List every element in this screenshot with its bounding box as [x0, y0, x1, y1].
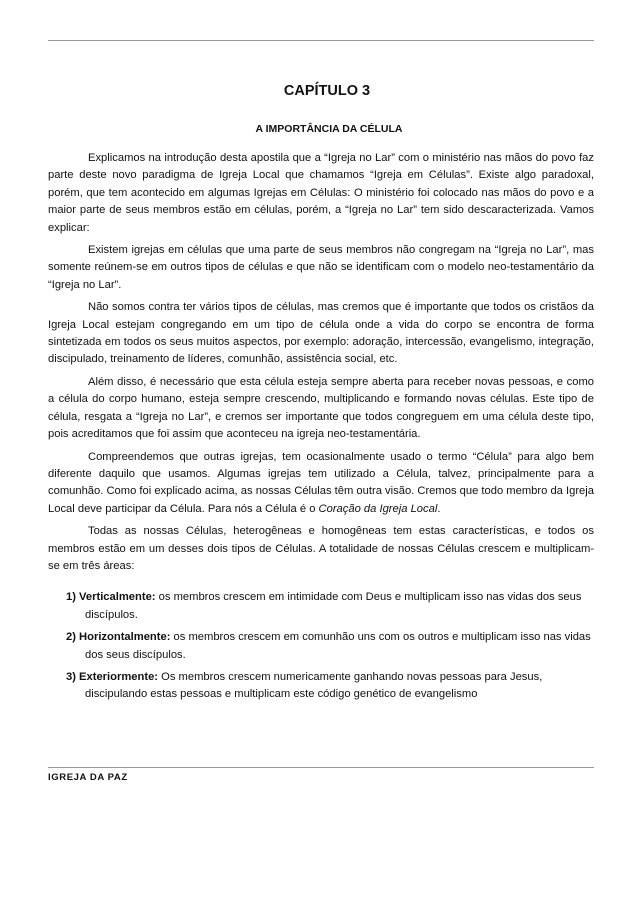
paragraph-6: Todas as nossas Células, heterogêneas e homogêneas tem estas características, e todos os membros estão em um desses dois tipos de Células. A totalidade de nossas Células crescem e multiplicam-se em três áreas: — [48, 525, 594, 572]
paragraph-4: Além disso, é necessário que esta célula esteja sempre aberta para receber novas pessoas, e como a célula do corpo humano, esteja sempre crescendo, multiplicando e formando novas células. Este tipo de célula, resgata a “Igreja no Lar”, e cremos ser importante que todos congreguem em uma célula deste tipo, pois acreditamos que foi assim que aconteceu na igreja neo-testamentária. — [48, 375, 594, 441]
paragraph-5-text: Compreendemos que outras igrejas, tem ocasionalmente usado o termo “Célula” para algo bem diferente daquilo que usamos. Algumas igrejas tem utilizado a Célula, talvez, principalmente para a comunhão. Como foi explicado acima, as nossas Células têm outra visão. Cremos que todo membro da Igreja Local deve participar da Célula. Para nós a Célula é o — [48, 450, 594, 515]
list-item — [66, 669, 594, 704]
list-item-text: Os membros crescem numericamente ganhando novas pessoas para Jesus, discipulando estas pessoas e multiplicam este código genético de evangelismo — [85, 670, 543, 701]
paragraph-1: Explicamos na introdução desta apostila que a “Igreja no Lar” com o ministério nas mãos do povo faz parte deste novo paradigma de Igreja Local que chamamos “Igreja em Células”. Existe algo paradoxal, porém, que tem acontecido em algumas Igrejas em Células: O ministério foi colocado nas mãos do povo e a maior parte de seus membros estão em células, porém, a “Igreja no Lar” tem sido descaracterizada. Vamos explicar: — [48, 152, 594, 234]
paragraph-5-emphasis: Coração da Igreja Local — [318, 502, 438, 515]
paragraph-5-end: . — [437, 502, 441, 515]
footer-rule — [48, 767, 594, 768]
list-item-label: 2) Horizontalmente: — [66, 631, 171, 644]
paragraph-2: Existem igrejas em células que uma parte de seus membros não congregam na “Igreja no Lar”, mas somente reúnem-se em outros tipos de células e que não se identificam com o modelo neo-testamentário da “Igreja no Lar”. — [48, 244, 594, 291]
list-item — [66, 629, 594, 664]
chapter-subtitle: A IMPORTÂNCIA DA CÉLULA — [255, 123, 403, 135]
growth-areas-list — [48, 589, 594, 703]
list-item-label: 3) Exteriormente: — [66, 670, 159, 683]
list-item-text: os membros crescem em intimidade com Deus e multiplicam isso nas vidas dos seus discípulos. — [85, 591, 582, 621]
header-rule — [48, 40, 594, 41]
chapter-title: CAPÍTULO 3 — [283, 83, 371, 99]
paragraph-5 — [48, 449, 594, 519]
page-footer: IGREJA DA PAZ — [48, 772, 128, 783]
list-item — [66, 589, 594, 624]
list-item-label: 1) Verticalmente: — [66, 591, 156, 604]
paragraph-3: Não somos contra ter vários tipos de células, mas cremos que é importante que todos os cristãos da Igreja Local estejam congregando em um tipo de célula onde a vida do corpo se encontra de forma sintetizada em todos os seus muitos aspectos, por exemplo: adoração, intercessão, evangelismo, integração, discipulado, treinamento de líderes, comunhão, assistência social, etc. — [48, 301, 594, 366]
list-item-text: os membros crescem em comunhão uns com os outros e multiplicam isso nas vidas dos seus discípulos. — [85, 631, 591, 661]
document-body — [48, 150, 594, 709]
